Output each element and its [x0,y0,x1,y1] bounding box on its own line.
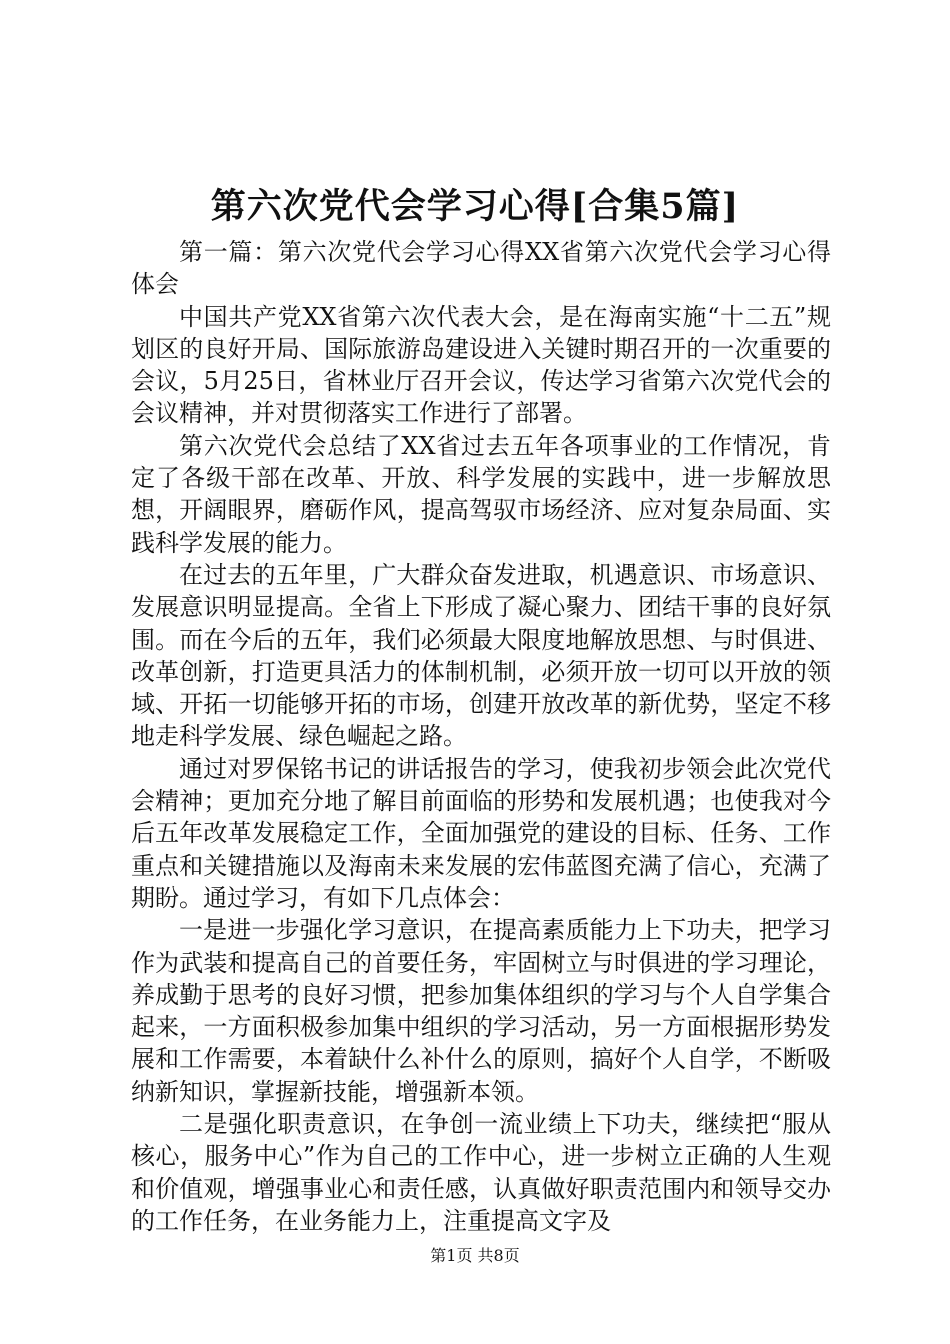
document-body [131,236,831,1237]
document-title: 第六次党代会学习心得[合集5篇] [210,186,740,227]
paragraph-4: 在过去的五年里，广大群众奋发进取，机遇意识、市场意识、发展意识明显提高。全省上下形成了凝心聚力、团结干事的良好氛围。而在今后的五年，我们必须最大限度地解放思想、与时俱进、改革创新，打造更具活力的体制机制，必须开放一切可以开放的领域、开拓一切能够开拓的市场，创建开放改革的新优势，坚定不移地走科学发展、绿色崛起之路。 [131,560,831,751]
paragraph-6: 一是进一步强化学习意识，在提高素质能力上下功夫，把学习作为武装和提高自己的首要任务，牢固树立与时俱进的学习理论，养成勤于思考的良好习惯，把参加集体组织的学习与个人自学集合起来，一方面积极参加集中组织的学习活动，另一方面根据形势发展和工作需要，本着缺什么补什么的原则，搞好个人自学，不断吸纳新知识，掌握新技能，增强新本领。 [131,916,831,1106]
page-footer: 第1页 共8页 [430,1246,520,1265]
paragraph-5: 通过对罗保铭书记的讲话报告的学习，使我初步领会此次党代会精神；更加充分地了解目前面临的形势和发展机遇；也使我对今后五年改革发展稳定工作，全面加强党的建设的目标、任务、工作重点和关键措施以及海南未来发展的宏伟蓝图充满了信心，充满了期盼。通过学习，有如下几点体会： [131,754,831,912]
paragraph-1: 第一篇：第六次党代会学习心得XX省第六次党代会学习心得体会 [131,238,831,299]
paragraph-2: 中国共产党XX省第六次代表大会，是在海南实施“十二五”规划区的良好开局、国际旅游岛建设进入关键时期召开的一次重要的会议，5月25日，省林业厅召开会议，传达学习省第六次党代会的会议精神，并对贯彻落实工作进行了部署。 [131,302,831,428]
paragraph-7: 二是强化职责意识，在争创一流业绩上下功夫，继续把“服从核心，服务中心”作为自己的工作中心，进一步树立正确的人生观和价值观，增强事业心和责任感，认真做好职责范围内和领导交办的工作任务，在业务能力上，注重提高文字及 [131,1110,831,1235]
paragraph-3: 第六次党代会总结了XX省过去五年各项事业的工作情况，肯定了各级干部在改革、开放、科学发展的实践中，进一步解放思想，开阔眼界，磨砺作风，提高驾驭市场经济、应对复杂局面、实践科学发展的能力。 [131,431,831,557]
